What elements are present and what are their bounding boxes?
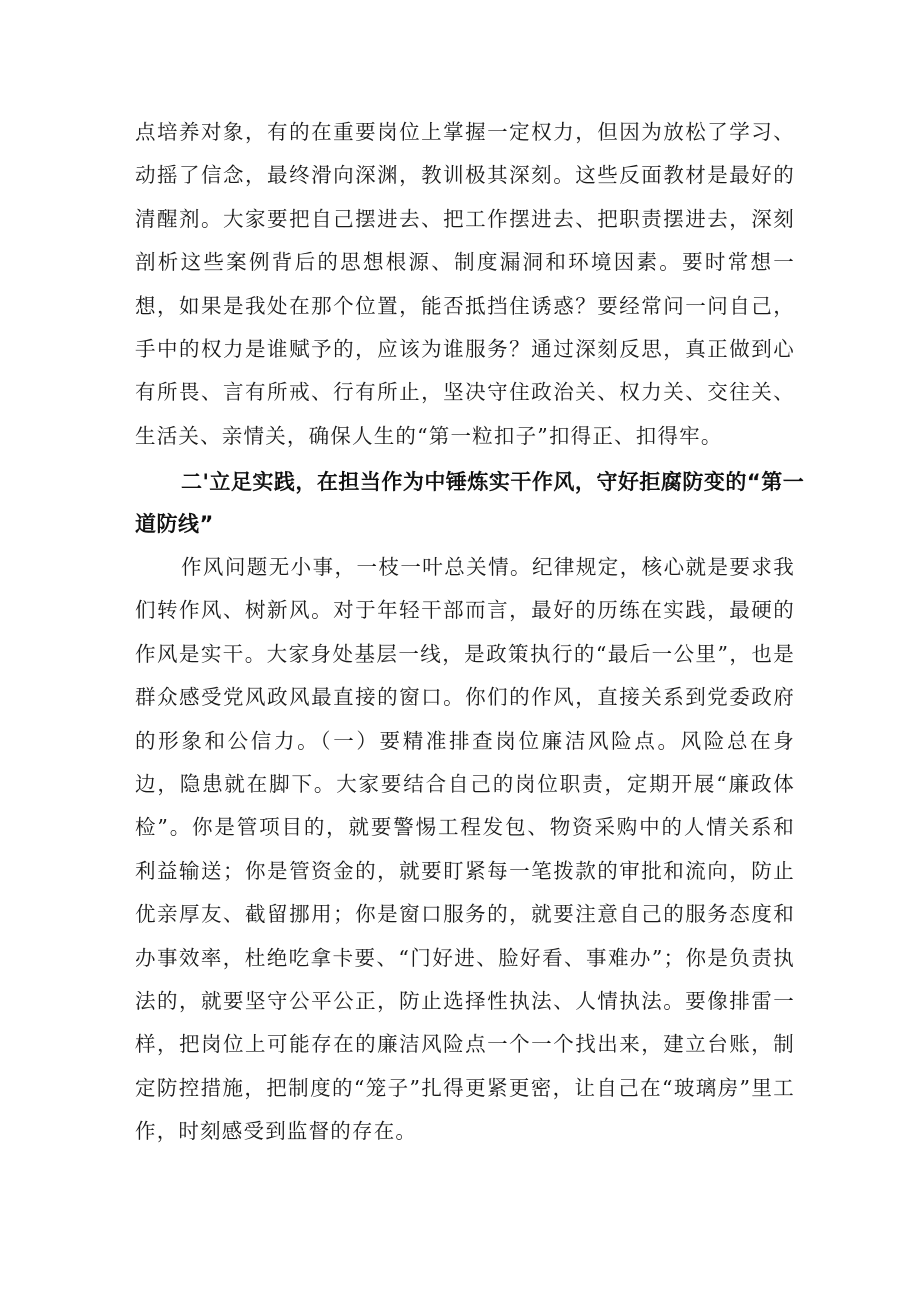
body-paragraph-1: 点培养对象，有的在重要岗位上掌握一定权力，但因为放松了学习、动摇了信念，最终滑向深渊，教训极其深刻。这些反面教材是最好的清醒剂。大家要把自己摆进去、把工作摆进去、把职责摆进去，深刻剖析这些案例背后的思想根源、制度漏洞和环境因素。要时常想一想，如果是我处在那个位置，能否抵挡住诱惑？要经常问一问自己，手中的权力是谁赋予的，应该为谁服务？通过深刻反思，真正做到心有所畏、言有所戒、行有所止，坚决守住政治关、权力关、交往关、生活关、亲情关，确保人生的“第一粒扣子”扣得正、扣得牢。 xyxy=(135,120,795,448)
body-paragraph-2: 作风问题无小事，一枝一叶总关情。纪律规定，核心就是要求我们转作风、树新风。对于年轻干部而言，最好的历练在实践，最硬的作风是实干。大家身处基层一线，是政策执行的“最后一公里”，也是群众感受党风政风最直接的窗口。你们的作风，直接关系到党委政府的形象和公信力。（一）要精准排查岗位廉洁风险点。风险总在身边，隐患就在脚下。大家要结合自己的岗位职责，定期开展“廉政体检”。你是管项目的，就要警惕工程发包、物资采购中的人情关系和利益输送；你是管资金的，就要盯紧每一笔拨款的审批和流向，防止优亲厚友、截留挪用；你是窗口服务的，就要注意自己的服务态度和办事效率，杜绝吃拿卡要、“门好进、脸好看、事难办”；你是负责执法的，就要坚守公平公正，防止选择性执法、人情执法。要像排雷一样，把岗位上可能存在的廉洁风险点一个一个找出来，建立台账，制定防控措施，把制度的“笼子”扎得更紧更密，让自己在“玻璃房”里工作，时刻感受到监督的存在。 xyxy=(135,555,795,1144)
section-heading-2: 二'立足实践，在担当作为中锤炼实干作风，守好拒腐防变的“第一道防线” xyxy=(135,470,805,536)
